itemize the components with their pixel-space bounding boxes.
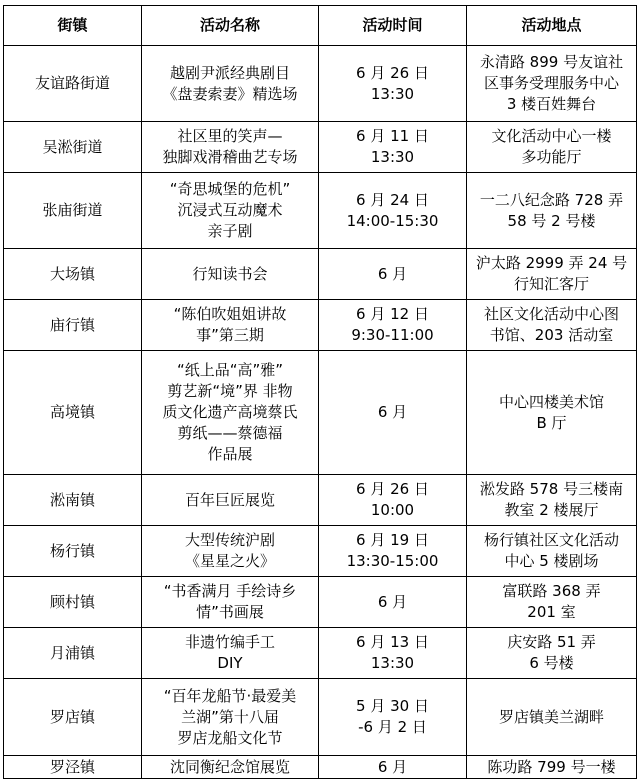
table-row — [4, 475, 637, 526]
town-cell: 罗泾镇 — [4, 756, 142, 779]
activity-place-cell: 庆安路 51 弄 6 号楼 — [467, 628, 637, 679]
activity-name-cell: “陈伯吹姐姐讲故 事”第三期 — [142, 300, 319, 351]
events-table — [3, 5, 637, 779]
town-cell: 友谊路街道 — [4, 46, 142, 122]
town-cell: 张庙街道 — [4, 173, 142, 249]
activity-time-cell: 6 月 — [319, 756, 467, 779]
town-cell: 大场镇 — [4, 249, 142, 300]
table-row — [4, 351, 637, 475]
activity-time-cell: 5 月 30 日 -6 月 2 日 — [319, 679, 467, 756]
activity-place-cell: 罗店镇美兰湖畔 — [467, 679, 637, 756]
activity-place-cell: 永清路 899 号友谊社 区事务受理服务中心 3 楼百姓舞台 — [467, 46, 637, 122]
table-row — [4, 756, 637, 779]
activity-time-cell: 6 月 24 日 14:00-15:30 — [319, 173, 467, 249]
header-activity-place: 活动地点 — [467, 6, 637, 46]
activity-time-cell: 6 月 — [319, 577, 467, 628]
activity-name-cell: 社区里的笑声— 独脚戏滑稽曲艺专场 — [142, 122, 319, 173]
town-cell: 庙行镇 — [4, 300, 142, 351]
activity-time-cell: 6 月 19 日 13:30-15:00 — [319, 526, 467, 577]
table-row — [4, 173, 637, 249]
activity-time-cell: 6 月 26 日 13:30 — [319, 46, 467, 122]
activity-time-cell: 6 月 13 日 13:30 — [319, 628, 467, 679]
activity-place-cell: 中心四楼美术馆 B 厅 — [467, 351, 637, 475]
activity-time-cell: 6 月 11 日 13:30 — [319, 122, 467, 173]
table-row — [4, 526, 637, 577]
activity-place-cell: 杨行镇社区文化活动 中心 5 楼剧场 — [467, 526, 637, 577]
table-row — [4, 122, 637, 173]
table-row — [4, 300, 637, 351]
activity-name-cell: 越剧尹派经典剧目 《盘妻索妻》精选场 — [142, 46, 319, 122]
activity-place-cell: 社区文化活动中心图 书馆、203 活动室 — [467, 300, 637, 351]
activity-time-cell: 6 月 26 日 10:00 — [319, 475, 467, 526]
activity-name-cell: 非遗竹编手工 DIY — [142, 628, 319, 679]
activity-name-cell: “书香满月 手绘诗乡 情”书画展 — [142, 577, 319, 628]
activity-time-cell: 6 月 — [319, 351, 467, 475]
activity-name-cell: 沈同衡纪念馆展览 — [142, 756, 319, 779]
activity-name-cell: “纸上品“高”雅” 剪艺新“境”界 非物 质文化遗产高境蔡氏 剪纸——蔡德福 作品展 — [142, 351, 319, 475]
activity-place-cell: 沪太路 2999 弄 24 号 行知汇客厅 — [467, 249, 637, 300]
activity-name-cell: 大型传统沪剧 《星星之火》 — [142, 526, 319, 577]
header-town: 街镇 — [4, 6, 142, 46]
activity-time-cell: 6 月 12 日 9:30-11:00 — [319, 300, 467, 351]
activity-name-cell: “奇思城堡的危机” 沉浸式互动魔术 亲子剧 — [142, 173, 319, 249]
activity-place-cell: 淞发路 578 号三楼南 教室 2 楼展厅 — [467, 475, 637, 526]
header-activity-name: 活动名称 — [142, 6, 319, 46]
header-activity-time: 活动时间 — [319, 6, 467, 46]
activity-place-cell: 陈功路 799 号一楼 — [467, 756, 637, 779]
town-cell: 顾村镇 — [4, 577, 142, 628]
town-cell: 吴淞街道 — [4, 122, 142, 173]
table-row — [4, 46, 637, 122]
activity-name-cell: 百年巨匠展览 — [142, 475, 319, 526]
town-cell: 杨行镇 — [4, 526, 142, 577]
town-cell: 月浦镇 — [4, 628, 142, 679]
activity-name-cell: 行知读书会 — [142, 249, 319, 300]
table-row — [4, 249, 637, 300]
town-cell: 淞南镇 — [4, 475, 142, 526]
activity-place-cell: 一二八纪念路 728 弄 58 号 2 号楼 — [467, 173, 637, 249]
header-row — [4, 6, 637, 46]
town-cell: 罗店镇 — [4, 679, 142, 756]
activity-time-cell: 6 月 — [319, 249, 467, 300]
town-cell: 高境镇 — [4, 351, 142, 475]
activity-name-cell: “百年龙船节·最爱美 兰湖”第十八届 罗店龙船文化节 — [142, 679, 319, 756]
activity-place-cell: 富联路 368 弄 201 室 — [467, 577, 637, 628]
table-row — [4, 577, 637, 628]
table-row — [4, 628, 637, 679]
table-row — [4, 679, 637, 756]
activity-place-cell: 文化活动中心一楼 多功能厅 — [467, 122, 637, 173]
